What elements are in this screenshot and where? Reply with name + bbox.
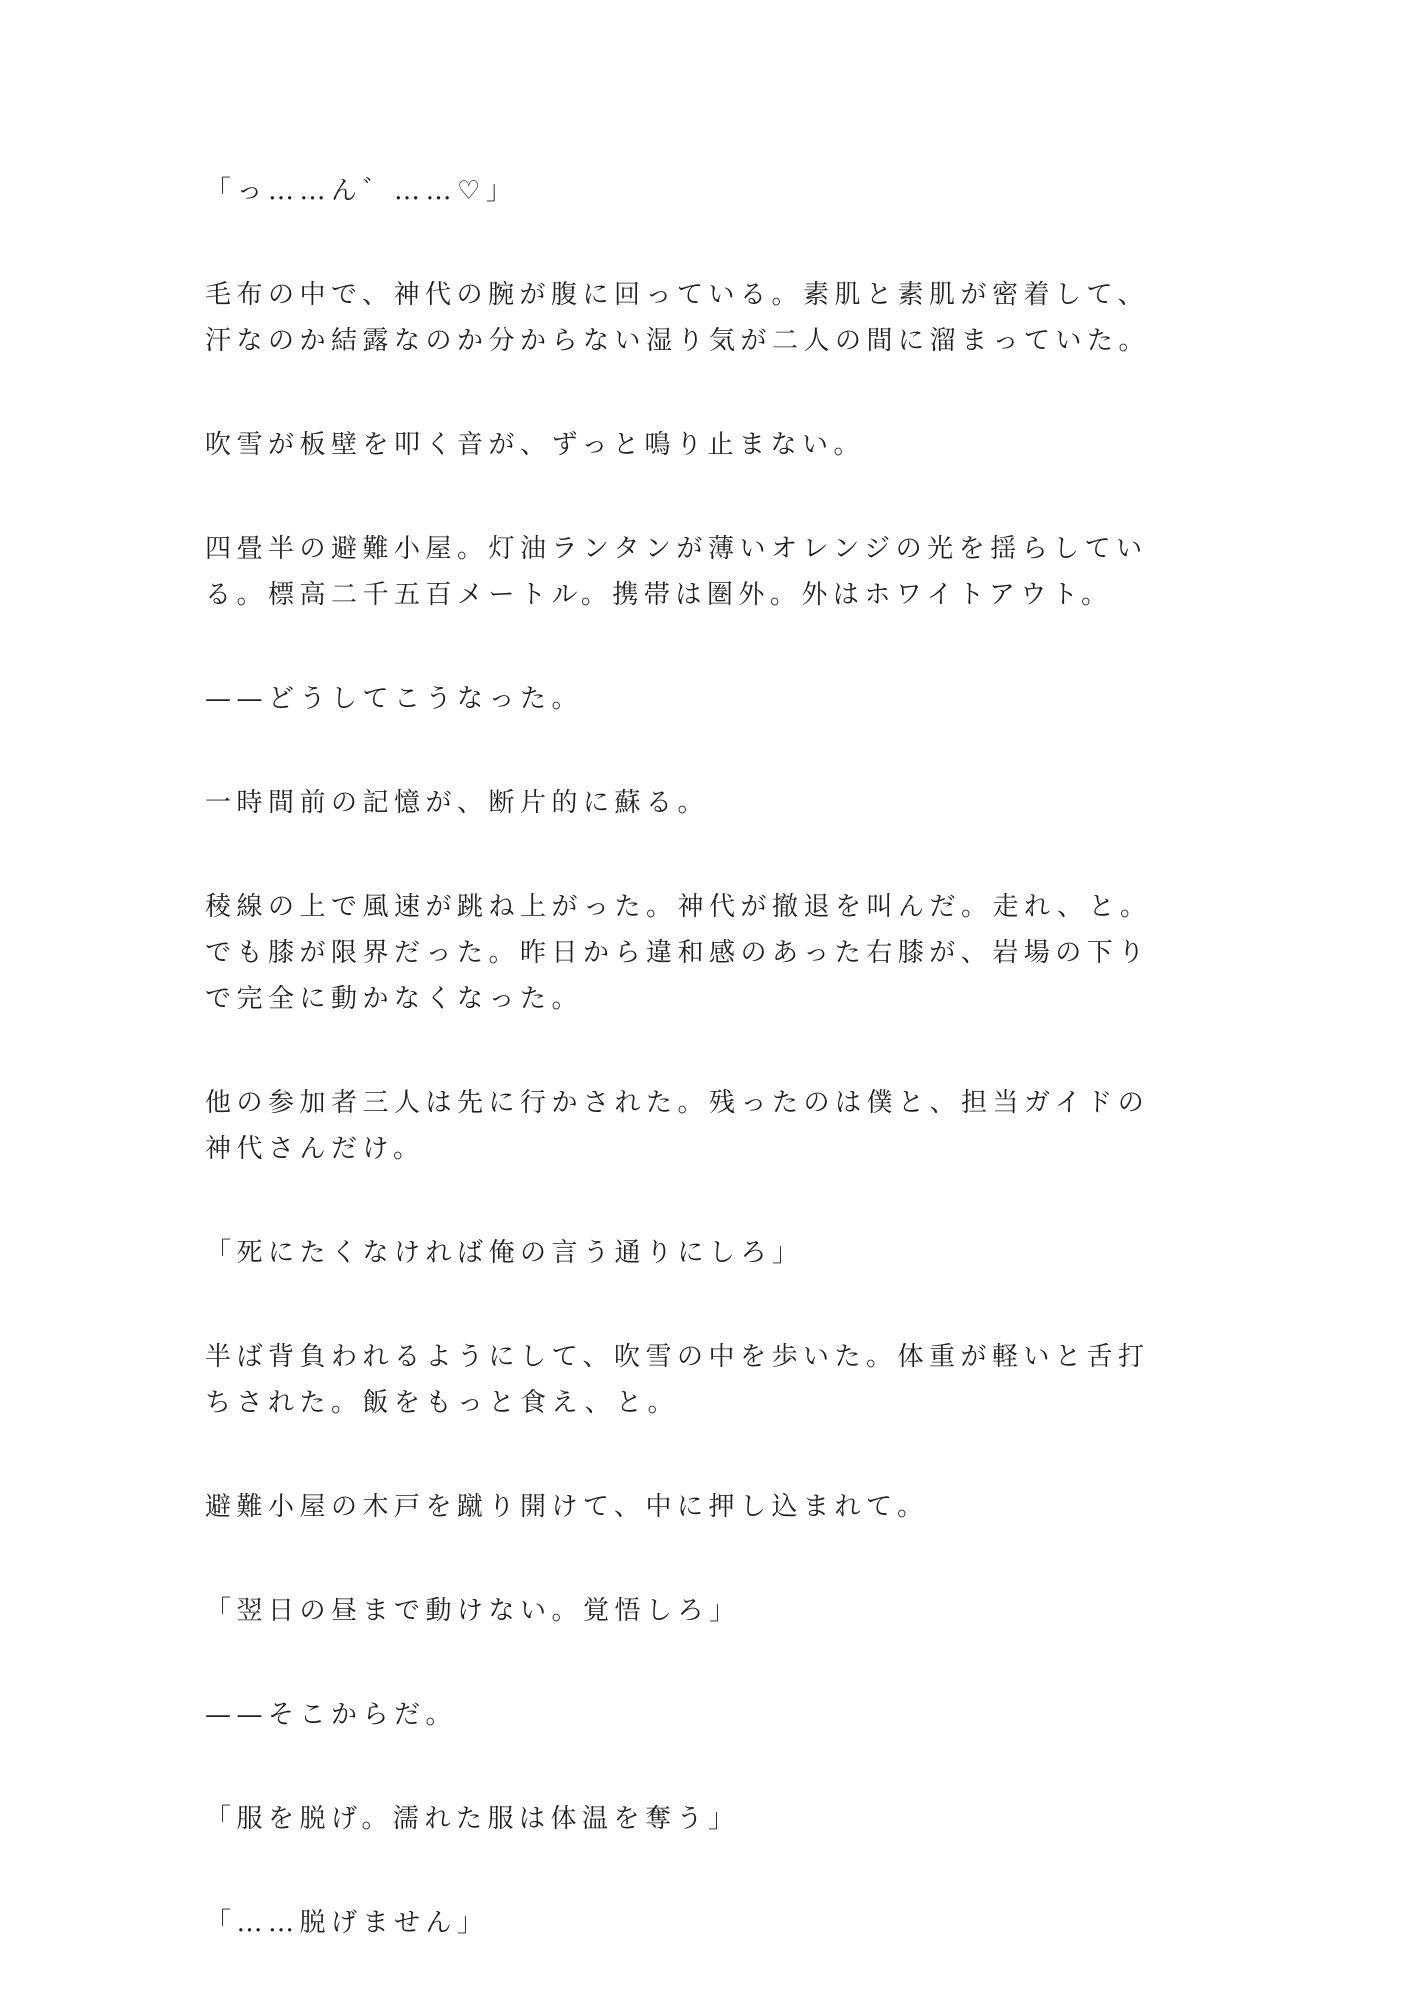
- text-line: 「服を脱げ。濡れた服は体温を奪う」: [205, 1804, 740, 1834]
- paragraph: [205, 1334, 1215, 1426]
- paragraph: [205, 884, 1215, 1022]
- paragraph: [205, 272, 1215, 364]
- text-line: 稜線の上で風速が跳ね上がった。神代が撤退を叫んだ。走れ、と。: [205, 892, 1152, 922]
- text-line: る。標高二千五百メートル。携帯は圏外。外はホワイトアウト。: [205, 580, 1113, 610]
- paragraph: [205, 1080, 1215, 1172]
- paragraph: [205, 1796, 1215, 1842]
- novel-page: [205, 168, 1215, 2004]
- text-line: ——そこからだ。: [205, 1700, 458, 1730]
- paragraph: [205, 1588, 1215, 1634]
- paragraph: [205, 780, 1215, 826]
- text-line: 「死にたくなければ俺の言う通りにしろ」: [205, 1238, 804, 1268]
- text-line: 神代さんだけ。: [205, 1134, 425, 1164]
- text-line: 「っ……ん゛……♡」: [205, 176, 518, 206]
- text-line: 四畳半の避難小屋。灯油ランタンが薄いオレンジの光を揺らしてい: [205, 534, 1148, 564]
- text-line: 毛布の中で、神代の腕が腹に回っている。素肌と素肌が密着して、: [205, 280, 1149, 310]
- text-line: でも膝が限界だった。昨日から違和感のあった右膝が、岩場の下り: [205, 938, 1150, 968]
- paragraph: [205, 1484, 1215, 1530]
- text-line: 半ば背負われるようにして、吹雪の中を歩いた。体重が軽いと舌打: [205, 1342, 1150, 1372]
- text-line: 他の参加者三人は先に行かされた。残ったのは僕と、担当ガイドの: [205, 1088, 1150, 1118]
- paragraph: [205, 1900, 1215, 1946]
- text-line: ちされた。飯をもっと食え、と。: [205, 1388, 680, 1418]
- paragraph: [205, 526, 1215, 618]
- paragraph: [205, 1230, 1215, 1276]
- paragraph: [205, 168, 1215, 214]
- text-line: 汗なのか結露なのか分からない湿り気が二人の間に溜まっていた。: [205, 326, 1151, 356]
- text-line: で完全に動かなくなった。: [205, 984, 584, 1014]
- text-line: 吹雪が板壁を叩く音が、ずっと鳴り止まない。: [205, 430, 865, 460]
- text-line: 「……脱げません」: [205, 1908, 489, 1938]
- text-line: 避難小屋の木戸を蹴り開けて、中に押し込まれて。: [205, 1492, 929, 1522]
- text-line: 「翌日の昼まで動けない。覚悟しろ」: [205, 1596, 741, 1626]
- paragraph: [205, 422, 1215, 468]
- text-line: ——どうしてこうなった。: [205, 684, 584, 714]
- paragraph: [205, 1692, 1215, 1738]
- text-line: 一時間前の記憶が、断片的に蘇る。: [205, 788, 710, 818]
- paragraph: [205, 676, 1215, 722]
